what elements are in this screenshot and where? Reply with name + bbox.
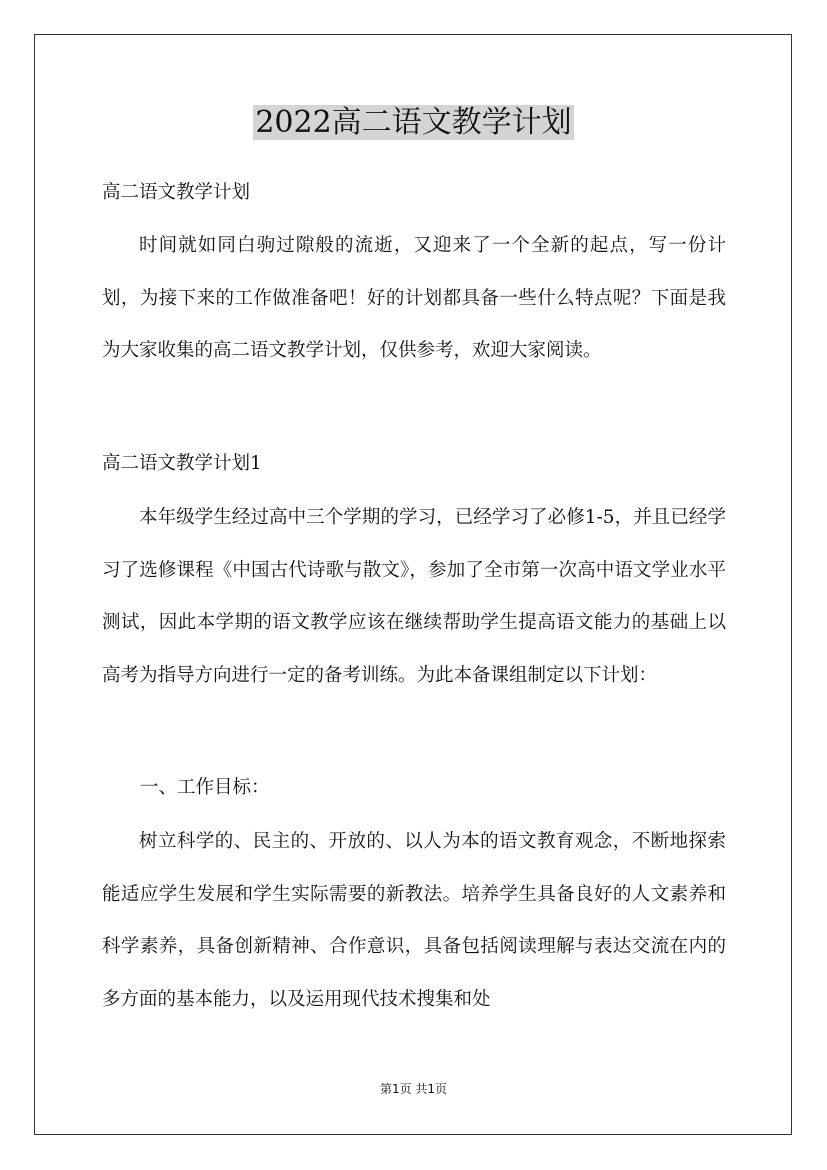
section-heading-1: 高二语文教学计划1 [102, 453, 262, 474]
document-title [0, 103, 827, 143]
goal-paragraph: 树立科学的、民主的、开放的、以人为本的语文教育观念，不断地探索能适应学生发展和学生实际需要的新教法。培养学生具备良好的人文素养和科学素养，具备创新精神、合作意识，具备包括阅读理解与表达交流在内的多方面的基本能力，以及运用现代技术搜集和处 [102, 831, 726, 1010]
intro-paragraph: 时间就如同白驹过隙般的流逝，又迎来了一个全新的起点，写一份计划，为接下来的工作做准备吧！好的计划都具备一些什么特点呢？下面是我为大家收集的高二语文教学计划，仅供参考，欢迎大家阅读。 [102, 235, 726, 361]
document-subtitle: 高二语文教学计划 [102, 182, 251, 203]
goal-heading: 一、工作目标： [140, 777, 270, 798]
document-title-text: 2022高二语文教学计划 [255, 105, 572, 140]
section-1-paragraph: 本年级学生经过高中三个学期的学习，已经学习了必修1-5，并且已经学习了选修课程《中国古代诗歌与散文》，参加了全市第一次高中语文学业水平测试，因此本学期的语文教学应该在继续帮助学生提高语文能力的基础上以高考为指导方向进行一定的备考训练。为此本备课组制定以下计划： [102, 507, 726, 686]
page-number: 第1页 共1页 [379, 1082, 448, 1096]
